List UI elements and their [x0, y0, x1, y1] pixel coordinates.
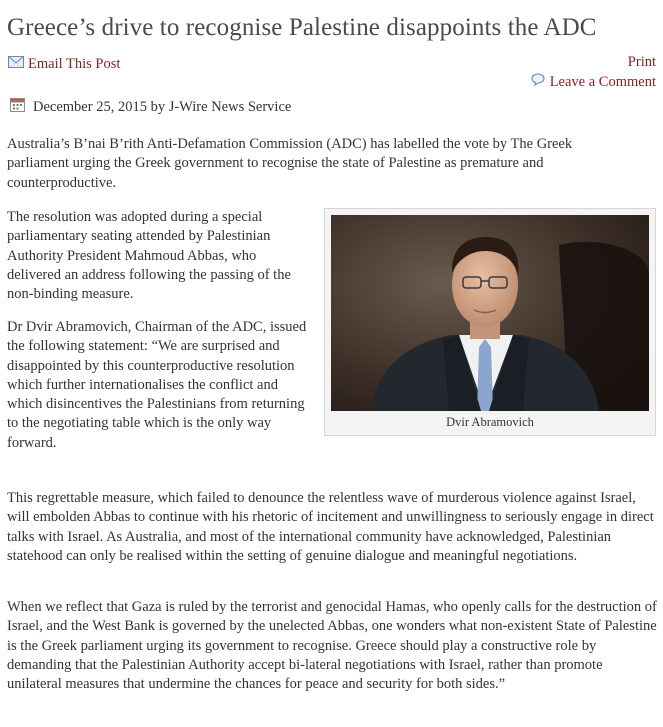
post-title: Greece’s drive to recognise Palestine disappoints the ADC [7, 14, 597, 41]
speech-bubble-icon [531, 73, 545, 91]
paragraph-gaza: When we reflect that Gaza is ruled by the terrorist and genocidal Hamas, who openly calls for the destruction of Israel, and the West Bank is governed by the unelected Abbas, one wonders what non-existent State of Palestine is the Greek parliament urging its government to recognise. Greece should play a constructive role by demanding that the Palestinian Authority accept bi-lateral negotiations with Israel, rather than promote unilateral measures that undermine the chances for peace and security for both sides.” [7, 599, 657, 693]
print-link[interactable]: Print [627, 54, 656, 70]
calendar-icon [10, 97, 25, 117]
article-figure [324, 208, 656, 436]
email-post-link[interactable] [8, 56, 120, 73]
envelope-icon [8, 56, 24, 73]
paragraph-intro: Australia’s B’nai B’rith Anti-Defamation Commission (ADC) has labelled the vote by The Greek parliament urging the Greek government to recognise the state of Palestine as premature and counterproductive. [7, 136, 573, 191]
leave-comment-link[interactable] [531, 73, 656, 91]
leave-comment-label: Leave a Comment [549, 73, 656, 90]
paragraph-measure: This regrettable measure, which failed to denounce the relentless wave of murderous violence against Israel, will embolden Abbas to continue with his rhetoric of incitement and unwillingness to seriously engage in direct talks with Israel. As Australia, and most of the international community have acknowledged, Palestinian statehood can only be realised within the setting of genuine dialogue and meaningful negotiations. [7, 490, 654, 564]
portrait-photo [331, 215, 649, 411]
post-date-byline: December 25, 2015 by J-Wire News Service [33, 98, 292, 115]
post-meta [10, 97, 291, 117]
figure-caption: Dvir Abramovich [446, 415, 534, 429]
paragraph-resolution: The resolution was adopted during a special parliamentary seating attended by Palestinian Authority President Mahmoud Abbas, who delivered an address following the passing of the non-binding measure. [7, 209, 291, 303]
email-post-label: Email This Post [28, 56, 121, 72]
paragraph-statement: Dr Dvir Abramovich, Chairman of the ADC, issued the following statement: “We are surprised and disappointed by this counterproductive resolution which further internationalises the conflict and which disincentives the Palestinians from returning to the negotiating table which is the only way forward. [7, 319, 307, 451]
